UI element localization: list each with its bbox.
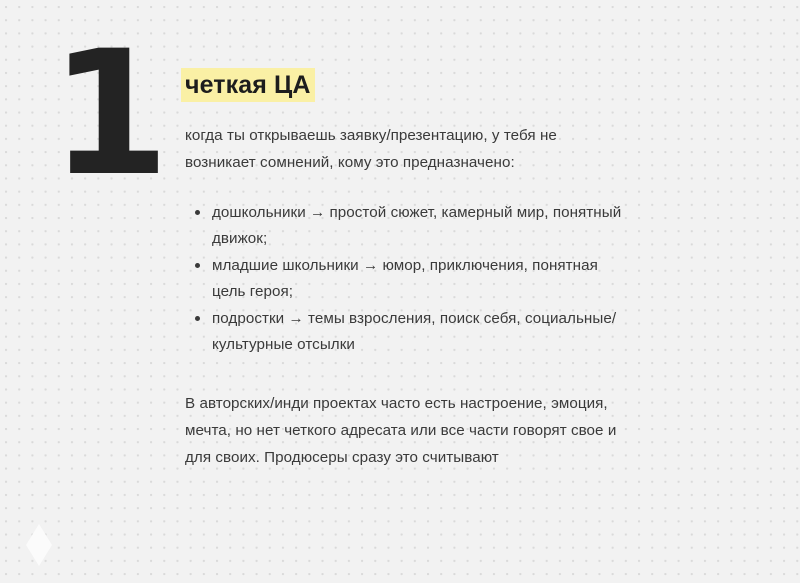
bullet-dot-icon	[195, 316, 200, 321]
outro-paragraph: В авторских/инди проектах часто есть настроение, эмоция, мечта, но нет четкого адресата или все части говорят свое и для своих. Продюсеры сразу это считывают	[185, 395, 617, 466]
bullet-dot-icon	[195, 263, 200, 268]
heading-container	[185, 70, 625, 100]
list-item-label: младшие школьники → юмор, приключения, понятная цель героя;	[212, 257, 598, 300]
slide-number: 1	[50, 13, 167, 214]
list-item-label: дошкольники → простой сюжет, камерный мир, понятный движок;	[212, 204, 622, 247]
bullet-dot-icon	[195, 210, 200, 215]
page-title: четкая ЦА	[185, 68, 311, 102]
list-item	[185, 200, 625, 252]
diamond-watermark-icon	[26, 524, 52, 566]
slide-content	[185, 70, 625, 471]
audience-bullet-list	[185, 200, 625, 358]
list-item-label: подростки → темы взросления, поиск себя, социальные/культурные отсылки	[212, 310, 617, 353]
list-item	[185, 306, 625, 358]
list-item	[185, 253, 625, 305]
intro-paragraph: когда ты открываешь заявку/презентацию, у тебя не возникает сомнений, кому это предназначено:	[185, 127, 557, 171]
